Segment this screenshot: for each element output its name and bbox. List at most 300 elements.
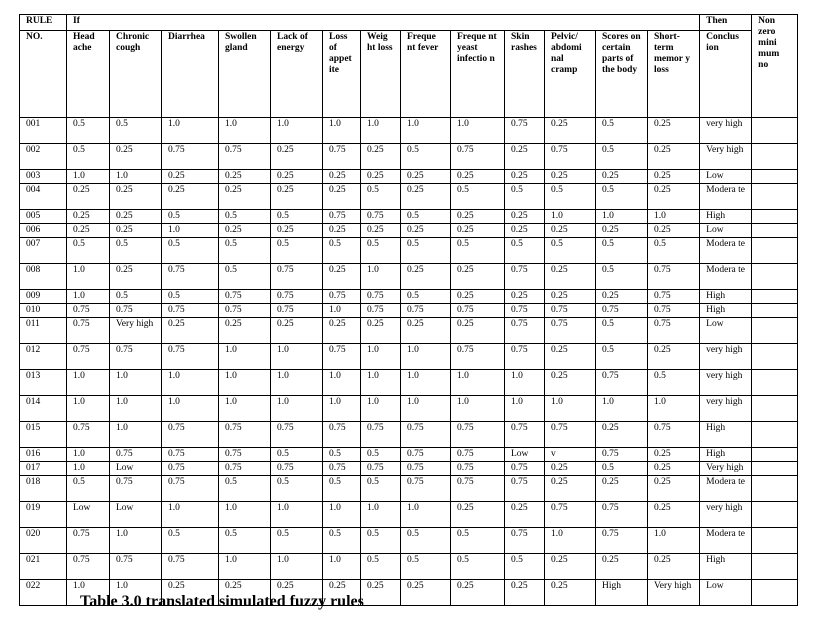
- value-cell: 0.75: [648, 264, 700, 290]
- value-cell: 0.25: [451, 170, 505, 184]
- value-cell: 0.25: [596, 290, 648, 304]
- table-row: [20, 184, 798, 210]
- rule-number-cell: 018: [20, 476, 67, 502]
- rule-number-cell: 021: [20, 554, 67, 580]
- value-cell: 0.75: [545, 318, 596, 344]
- column-header: Swollen gland: [219, 31, 271, 118]
- value-cell: 0.5: [596, 344, 648, 370]
- value-cell: 0.5: [596, 318, 648, 344]
- value-cell: 0.25: [545, 462, 596, 476]
- value-cell: 0.25: [596, 554, 648, 580]
- value-cell: 0.5: [162, 238, 219, 264]
- value-cell: 0.75: [162, 554, 219, 580]
- nonzero-cell: [752, 224, 798, 238]
- nonzero-cell: [752, 290, 798, 304]
- value-cell: 1.0: [271, 118, 323, 144]
- value-cell: 1.0: [219, 396, 271, 422]
- value-cell: 0.25: [648, 554, 700, 580]
- table-row: [20, 370, 798, 396]
- value-cell: 0.5: [451, 184, 505, 210]
- value-cell: 0.25: [545, 118, 596, 144]
- value-cell: 0.75: [162, 476, 219, 502]
- value-cell: v: [545, 448, 596, 462]
- table-row: [20, 422, 798, 448]
- value-cell: 0.75: [505, 462, 545, 476]
- value-cell: 0.75: [219, 144, 271, 170]
- value-cell: 0.75: [323, 290, 361, 304]
- value-cell: 0.75: [162, 304, 219, 318]
- value-cell: 0.25: [545, 224, 596, 238]
- value-cell: 0.25: [596, 476, 648, 502]
- value-cell: 1.0: [110, 396, 162, 422]
- value-cell: 0.75: [67, 554, 110, 580]
- value-cell: 0.5: [162, 528, 219, 554]
- value-cell: 0.75: [323, 210, 361, 224]
- value-cell: 0.25: [648, 144, 700, 170]
- value-cell: 0.25: [596, 224, 648, 238]
- value-cell: High: [596, 580, 648, 606]
- conclusion-cell: Very high: [700, 144, 752, 170]
- value-cell: 0.25: [110, 144, 162, 170]
- value-cell: 0.25: [401, 580, 451, 606]
- rule-number-cell: 004: [20, 184, 67, 210]
- value-cell: 0.75: [451, 144, 505, 170]
- nonzero-cell: [752, 396, 798, 422]
- value-cell: 0.5: [596, 144, 648, 170]
- value-cell: 1.0: [67, 448, 110, 462]
- value-cell: 0.25: [271, 580, 323, 606]
- value-cell: 0.75: [451, 448, 505, 462]
- table-row: [20, 528, 798, 554]
- value-cell: 0.75: [545, 502, 596, 528]
- value-cell: 0.75: [271, 462, 323, 476]
- value-cell: 0.5: [323, 528, 361, 554]
- value-cell: 0.25: [219, 580, 271, 606]
- rule-number-cell: 003: [20, 170, 67, 184]
- conclusion-cell: Low: [700, 318, 752, 344]
- value-cell: 0.75: [401, 304, 451, 318]
- value-cell: 0.25: [162, 318, 219, 344]
- table-row: [20, 144, 798, 170]
- value-cell: 0.75: [67, 318, 110, 344]
- value-cell: 0.5: [323, 476, 361, 502]
- rule-number-cell: 016: [20, 448, 67, 462]
- value-cell: 0.25: [323, 184, 361, 210]
- rule-number-cell: 009: [20, 290, 67, 304]
- value-cell: 0.5: [505, 184, 545, 210]
- value-cell: 0.5: [271, 210, 323, 224]
- value-cell: 0.5: [596, 238, 648, 264]
- value-cell: 0.5: [596, 184, 648, 210]
- value-cell: 0.75: [545, 304, 596, 318]
- value-cell: Low: [505, 448, 545, 462]
- value-cell: 0.25: [401, 170, 451, 184]
- value-cell: 0.25: [648, 462, 700, 476]
- table-row: [20, 170, 798, 184]
- column-header: Freque nt yeast infectio n: [451, 31, 505, 118]
- value-cell: 0.5: [361, 476, 401, 502]
- rule-number-cell: 017: [20, 462, 67, 476]
- rule-number-cell: 008: [20, 264, 67, 290]
- nonzero-cell: [752, 462, 798, 476]
- value-cell: 1.0: [323, 304, 361, 318]
- value-cell: 0.75: [505, 118, 545, 144]
- value-cell: 0.75: [596, 370, 648, 396]
- table-row: [20, 554, 798, 580]
- value-cell: 0.5: [219, 238, 271, 264]
- table-row: [20, 118, 798, 144]
- value-cell: 0.25: [505, 144, 545, 170]
- conclusion-cell: very high: [700, 118, 752, 144]
- value-cell: 0.5: [162, 210, 219, 224]
- value-cell: Low: [110, 502, 162, 528]
- value-cell: 0.25: [648, 118, 700, 144]
- conclusion-cell: High: [700, 304, 752, 318]
- value-cell: 0.75: [401, 476, 451, 502]
- conclusion-cell: Low: [700, 224, 752, 238]
- value-cell: 0.5: [361, 184, 401, 210]
- nonzero-cell: [752, 118, 798, 144]
- nonzero-cell: [752, 184, 798, 210]
- table-caption: Table 3.0 translated simulated fuzzy rules: [80, 593, 364, 610]
- value-cell: 0.25: [67, 224, 110, 238]
- value-cell: 0.25: [451, 290, 505, 304]
- value-cell: 0.25: [219, 184, 271, 210]
- value-cell: 0.75: [67, 422, 110, 448]
- value-cell: 0.25: [361, 224, 401, 238]
- value-cell: 0.25: [401, 224, 451, 238]
- value-cell: 0.25: [271, 170, 323, 184]
- rule-number-cell: 022: [20, 580, 67, 606]
- value-cell: 0.25: [323, 224, 361, 238]
- value-cell: 0.25: [110, 210, 162, 224]
- value-cell: 1.0: [361, 264, 401, 290]
- conclusion-cell: Modera te: [700, 528, 752, 554]
- rule-number-cell: 005: [20, 210, 67, 224]
- value-cell: 0.5: [361, 554, 401, 580]
- rule-label: RULE: [26, 16, 53, 26]
- value-cell: 0.5: [648, 370, 700, 396]
- nonzero-cell: [752, 210, 798, 224]
- value-cell: 0.75: [219, 422, 271, 448]
- value-cell: 1.0: [323, 396, 361, 422]
- value-cell: 1.0: [545, 396, 596, 422]
- value-cell: 0.5: [67, 476, 110, 502]
- value-cell: 0.25: [648, 224, 700, 238]
- conclusion-cell: High: [700, 210, 752, 224]
- rule-number-cell: 020: [20, 528, 67, 554]
- value-cell: 0.25: [401, 264, 451, 290]
- value-cell: 0.25: [323, 264, 361, 290]
- value-cell: 0.25: [219, 224, 271, 238]
- value-cell: 0.75: [110, 476, 162, 502]
- nonzero-cell: [752, 318, 798, 344]
- nonzero-cell: [752, 448, 798, 462]
- value-cell: 0.25: [361, 318, 401, 344]
- column-header: Diarrhea: [162, 31, 219, 118]
- value-cell: 1.0: [401, 344, 451, 370]
- value-cell: 0.5: [110, 238, 162, 264]
- value-cell: 1.0: [505, 396, 545, 422]
- value-cell: 0.25: [596, 170, 648, 184]
- value-cell: 0.25: [505, 290, 545, 304]
- value-cell: 1.0: [545, 210, 596, 224]
- value-cell: 0.25: [451, 224, 505, 238]
- value-cell: 0.75: [110, 344, 162, 370]
- value-cell: 0.75: [361, 290, 401, 304]
- value-cell: 0.75: [162, 462, 219, 476]
- value-cell: 0.75: [323, 462, 361, 476]
- value-cell: 0.75: [596, 528, 648, 554]
- value-cell: 1.0: [162, 370, 219, 396]
- conclusion-cell: very high: [700, 502, 752, 528]
- value-cell: 0.25: [67, 210, 110, 224]
- nonzero-cell: [752, 528, 798, 554]
- column-header: Head ache: [67, 31, 110, 118]
- value-cell: 0.25: [271, 224, 323, 238]
- conclusion-cell: High: [700, 290, 752, 304]
- conclusion-cell: Modera te: [700, 184, 752, 210]
- value-cell: 0.75: [110, 448, 162, 462]
- value-cell: 1.0: [323, 502, 361, 528]
- conclusion-cell: very high: [700, 344, 752, 370]
- value-cell: 0.5: [323, 448, 361, 462]
- column-header: Skin rashes: [505, 31, 545, 118]
- value-cell: 0.5: [451, 238, 505, 264]
- value-cell: 0.5: [401, 290, 451, 304]
- value-cell: 0.5: [219, 528, 271, 554]
- nonzero-cell: [752, 422, 798, 448]
- value-cell: 0.5: [219, 210, 271, 224]
- value-cell: 1.0: [67, 580, 110, 606]
- conclusion-cell: Low: [700, 580, 752, 606]
- value-cell: 0.75: [505, 304, 545, 318]
- column-header: Lack of energy: [271, 31, 323, 118]
- column-header: Weig ht loss: [361, 31, 401, 118]
- value-cell: 0.25: [648, 448, 700, 462]
- value-cell: 1.0: [219, 344, 271, 370]
- value-cell: 0.25: [596, 422, 648, 448]
- value-cell: 0.75: [451, 422, 505, 448]
- value-cell: 0.75: [596, 448, 648, 462]
- value-cell: 0.25: [219, 318, 271, 344]
- value-cell: 0.5: [361, 528, 401, 554]
- table-row: [20, 462, 798, 476]
- value-cell: 0.5: [67, 144, 110, 170]
- value-cell: 0.75: [323, 144, 361, 170]
- value-cell: 1.0: [648, 528, 700, 554]
- value-cell: 1.0: [110, 580, 162, 606]
- value-cell: 0.75: [323, 344, 361, 370]
- value-cell: 0.25: [505, 224, 545, 238]
- value-cell: 0.5: [545, 238, 596, 264]
- value-cell: 0.75: [505, 476, 545, 502]
- value-cell: 0.5: [110, 290, 162, 304]
- value-cell: 0.25: [401, 318, 451, 344]
- column-header: Conclus ion: [700, 31, 752, 118]
- value-cell: 0.25: [545, 170, 596, 184]
- nonzero-cell: [752, 304, 798, 318]
- value-cell: 0.75: [271, 304, 323, 318]
- table-row: [20, 304, 798, 318]
- value-cell: 1.0: [271, 370, 323, 396]
- value-cell: 0.5: [323, 238, 361, 264]
- value-cell: 0.75: [110, 554, 162, 580]
- value-cell: 1.0: [162, 224, 219, 238]
- column-header: Loss of appet ite: [323, 31, 361, 118]
- value-cell: 0.75: [505, 344, 545, 370]
- value-cell: 0.75: [648, 304, 700, 318]
- value-cell: 1.0: [271, 396, 323, 422]
- value-cell: 0.75: [162, 344, 219, 370]
- value-cell: 0.5: [271, 476, 323, 502]
- table-row: [20, 396, 798, 422]
- rule-number-cell: 010: [20, 304, 67, 318]
- column-header: Short- term memor y loss: [648, 31, 700, 118]
- value-cell: 0.25: [110, 184, 162, 210]
- value-cell: 0.25: [361, 144, 401, 170]
- conclusion-cell: High: [700, 422, 752, 448]
- fuzzy-rules-table: [19, 14, 798, 606]
- value-cell: 0.5: [596, 118, 648, 144]
- value-cell: 0.25: [648, 170, 700, 184]
- value-cell: 1.0: [545, 528, 596, 554]
- rule-number-cell: 019: [20, 502, 67, 528]
- value-cell: 0.75: [596, 304, 648, 318]
- value-cell: 0.5: [401, 210, 451, 224]
- conclusion-cell: Modera te: [700, 476, 752, 502]
- value-cell: 1.0: [361, 344, 401, 370]
- value-cell: 1.0: [361, 370, 401, 396]
- table-row: [20, 344, 798, 370]
- nonzero-cell: [752, 554, 798, 580]
- conclusion-cell: Low: [700, 170, 752, 184]
- value-cell: 0.5: [451, 554, 505, 580]
- value-cell: 1.0: [219, 502, 271, 528]
- column-header: Freque nt fever: [401, 31, 451, 118]
- conclusion-cell: High: [700, 448, 752, 462]
- value-cell: 0.5: [162, 290, 219, 304]
- value-cell: 1.0: [401, 396, 451, 422]
- value-cell: 1.0: [323, 370, 361, 396]
- nonzero-cell: [752, 580, 798, 606]
- value-cell: 0.75: [361, 210, 401, 224]
- value-cell: 1.0: [648, 210, 700, 224]
- value-cell: 0.5: [401, 238, 451, 264]
- value-cell: 0.75: [110, 304, 162, 318]
- value-cell: 0.5: [219, 476, 271, 502]
- value-cell: 0.5: [219, 264, 271, 290]
- if-label: If: [67, 15, 700, 31]
- value-cell: 1.0: [323, 118, 361, 144]
- value-cell: 1.0: [67, 170, 110, 184]
- value-cell: 0.75: [401, 462, 451, 476]
- value-cell: 1.0: [67, 396, 110, 422]
- rule-number-cell: 006: [20, 224, 67, 238]
- value-cell: 0.25: [451, 210, 505, 224]
- value-cell: 1.0: [271, 502, 323, 528]
- value-cell: 0.5: [361, 448, 401, 462]
- value-cell: 0.75: [323, 422, 361, 448]
- value-cell: 0.25: [648, 502, 700, 528]
- value-cell: 1.0: [219, 554, 271, 580]
- value-cell: 0.75: [361, 422, 401, 448]
- value-cell: 0.5: [110, 118, 162, 144]
- value-cell: 0.5: [545, 184, 596, 210]
- value-cell: 0.5: [505, 238, 545, 264]
- value-cell: 1.0: [361, 396, 401, 422]
- value-cell: 0.75: [545, 144, 596, 170]
- value-cell: 0.75: [219, 290, 271, 304]
- value-cell: 0.75: [162, 144, 219, 170]
- column-header: Chronic cough: [110, 31, 162, 118]
- value-cell: 1.0: [323, 554, 361, 580]
- table-row: [20, 238, 798, 264]
- value-cell: 0.75: [219, 304, 271, 318]
- value-cell: 0.5: [596, 462, 648, 476]
- value-cell: 0.25: [361, 580, 401, 606]
- nonzero-cell: [752, 238, 798, 264]
- conclusion-cell: High: [700, 554, 752, 580]
- table-row: [20, 476, 798, 502]
- rule-no-label: NO.: [20, 31, 67, 118]
- rule-number-cell: 001: [20, 118, 67, 144]
- value-cell: 1.0: [361, 118, 401, 144]
- rule-number-cell: 014: [20, 396, 67, 422]
- value-cell: 0.75: [648, 290, 700, 304]
- value-cell: 0.75: [361, 462, 401, 476]
- value-cell: 0.75: [505, 528, 545, 554]
- value-cell: 0.25: [271, 318, 323, 344]
- value-cell: 1.0: [110, 370, 162, 396]
- value-cell: 0.25: [648, 344, 700, 370]
- column-header: Pelvic/ abdomi nal cramp: [545, 31, 596, 118]
- value-cell: 0.25: [401, 184, 451, 210]
- value-cell: 0.25: [648, 184, 700, 210]
- value-cell: 0.25: [361, 170, 401, 184]
- value-cell: 1.0: [505, 370, 545, 396]
- value-cell: 0.5: [361, 238, 401, 264]
- value-cell: 0.25: [545, 476, 596, 502]
- value-cell: 0.25: [451, 318, 505, 344]
- value-cell: Very high: [648, 580, 700, 606]
- value-cell: Low: [110, 462, 162, 476]
- value-cell: 0.5: [401, 554, 451, 580]
- value-cell: 0.75: [162, 448, 219, 462]
- value-cell: 0.75: [162, 422, 219, 448]
- value-cell: 0.25: [162, 580, 219, 606]
- value-cell: 1.0: [219, 370, 271, 396]
- value-cell: 0.5: [67, 118, 110, 144]
- value-cell: 1.0: [596, 396, 648, 422]
- value-cell: 0.75: [162, 264, 219, 290]
- value-cell: 0.25: [545, 580, 596, 606]
- value-cell: 0.75: [451, 462, 505, 476]
- value-cell: 1.0: [67, 370, 110, 396]
- value-cell: 0.25: [110, 224, 162, 238]
- value-cell: 0.25: [451, 502, 505, 528]
- rule-number-cell: 007: [20, 238, 67, 264]
- value-cell: 0.25: [505, 580, 545, 606]
- value-cell: 1.0: [110, 528, 162, 554]
- nonzero-cell: [752, 476, 798, 502]
- table-row: [20, 318, 798, 344]
- conclusion-cell: Modera te: [700, 238, 752, 264]
- column-header: Scores on certain parts of the body: [596, 31, 648, 118]
- nonzero-header: Non zero mini mum no: [752, 15, 798, 118]
- column-header-row: [20, 31, 798, 118]
- value-cell: 0.75: [451, 476, 505, 502]
